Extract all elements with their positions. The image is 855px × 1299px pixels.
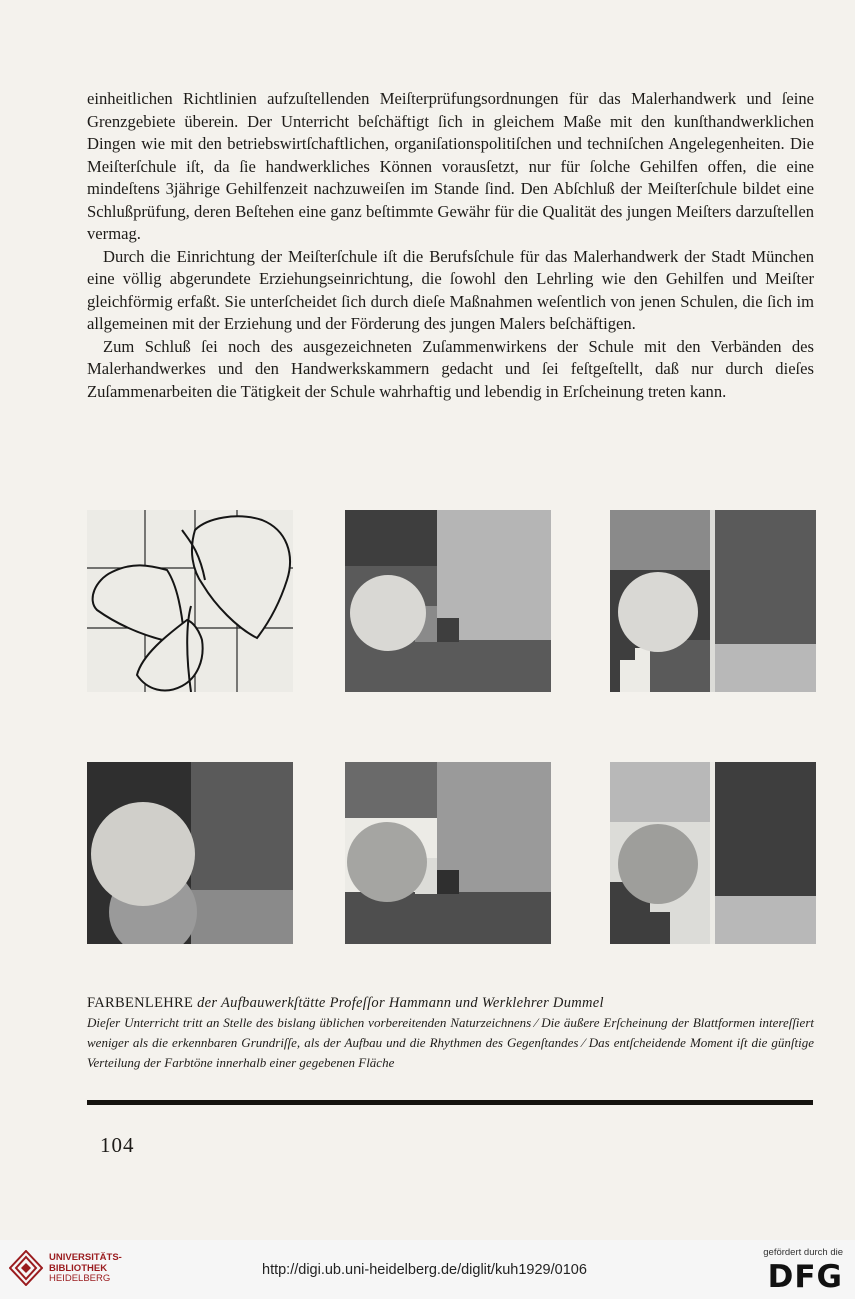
paragraph: einheitlichen Richtlinien aufzuſtellenden Meiſterprüfungsordnungen für das Malerhandwerk und ſeine Grenzgebiete überein. Der Unterricht beſchäftigt ſich in gleichem Maße mit den kunſthandwerklichen Dingen wie mit den betriebswirtſchaftlichen, organiſationspolitiſchen und techniſchen Angelegenheiten. Die Meiſterſchule iſt, da ſie handwerkliches Können vorausſetzt, nur für ſolche Gehilfen offen, die eine mindeſtens 3jährige Gehilfenzeit nachzuweiſen im Stande ſind. Den Abſchluß der Meiſterſchule bildet eine Schlußprüfung, deren Beſtehen eine ganz beſtimmte Gewähr für die Qualität des jungen Meiſters darzuſtellen vermag. [87,89,814,243]
dfg-logo[interactable]: DFG [767,1259,843,1295]
permalink-url[interactable]: http://digi.ub.uni-heidelberg.de/diglit/kuh1929/0106 [262,1262,587,1278]
color-composition-6 [610,762,816,944]
horizontal-rule [87,1100,813,1105]
color-composition-3 [610,510,816,692]
leaf-study-svg [87,510,293,692]
color-composition-2 [345,510,551,692]
color-composition-4 [87,762,293,944]
leaf-study-drawing [87,510,293,692]
paragraph: Zum Schluß ſei noch des ausgezeichneten Zuſammenwirkens der Schule mit den Verbänden des Malerhandwerkes und den Handwerkskammern gedacht und ſei feſtgeſtellt, daß nur durch dieſes Zuſammenarbeiten die Tätigkeit der Schule wahrhaftig und lebendig in Erſcheinung treten kann. [87,336,814,401]
viewer-footer [0,1240,855,1299]
caption-title-caps: FARBENLEHRE [87,995,194,1011]
library-name-line: HEIDELBERG [49,1273,111,1284]
paragraph: Durch die Einrichtung der Meiſterſchule iſt die Berufsſchule für das Malerhandwerk der Stadt München eine völlig abgerundete Erziehungseinrichtung, die ſowohl den Lehrling wie den Gehilfen und Meiſter gleichförmig erfaßt. Sie unterſcheidet ſich durch dieſe Maßnahmen weſentlich von jenen Schulen, die ſich im allgemeinen mit der Erziehung und der Förderung des jungen Malers beſchäftigen. [87,246,814,333]
page-number: 104 [100,1133,135,1157]
library-name-line: UNIVERSITÄTS- [49,1252,122,1263]
library-name-line: BIBLIOTHEK [49,1262,108,1274]
caption-body: Dieſer Unterricht tritt an Stelle des bislang üblichen vorbereitenden Naturzeichnens ⁄ Die äußere Erſcheinung der Blattformen intereſſiert weniger als die erkennbaren Grundriſſe, als der Aufbau und die Rhythmen des Gegenſtandes ⁄ Das entſcheidende Moment iſt die günſtige Verteilung der Farbtöne innerhalb einer gegebenen Fläche [87,1015,814,1070]
caption-title [87,993,814,1013]
color-composition-5 [345,762,551,944]
university-library-logo-icon[interactable] [9,1250,43,1286]
article-text [87,88,814,403]
figure-caption [87,993,814,1073]
caption-title-rest: der Aufbauwerkſtätte Profeſſor Hammann und Werklehrer Dummel [197,995,604,1011]
funding-label: gefördert durch die [763,1247,843,1258]
library-name[interactable] [49,1253,122,1285]
